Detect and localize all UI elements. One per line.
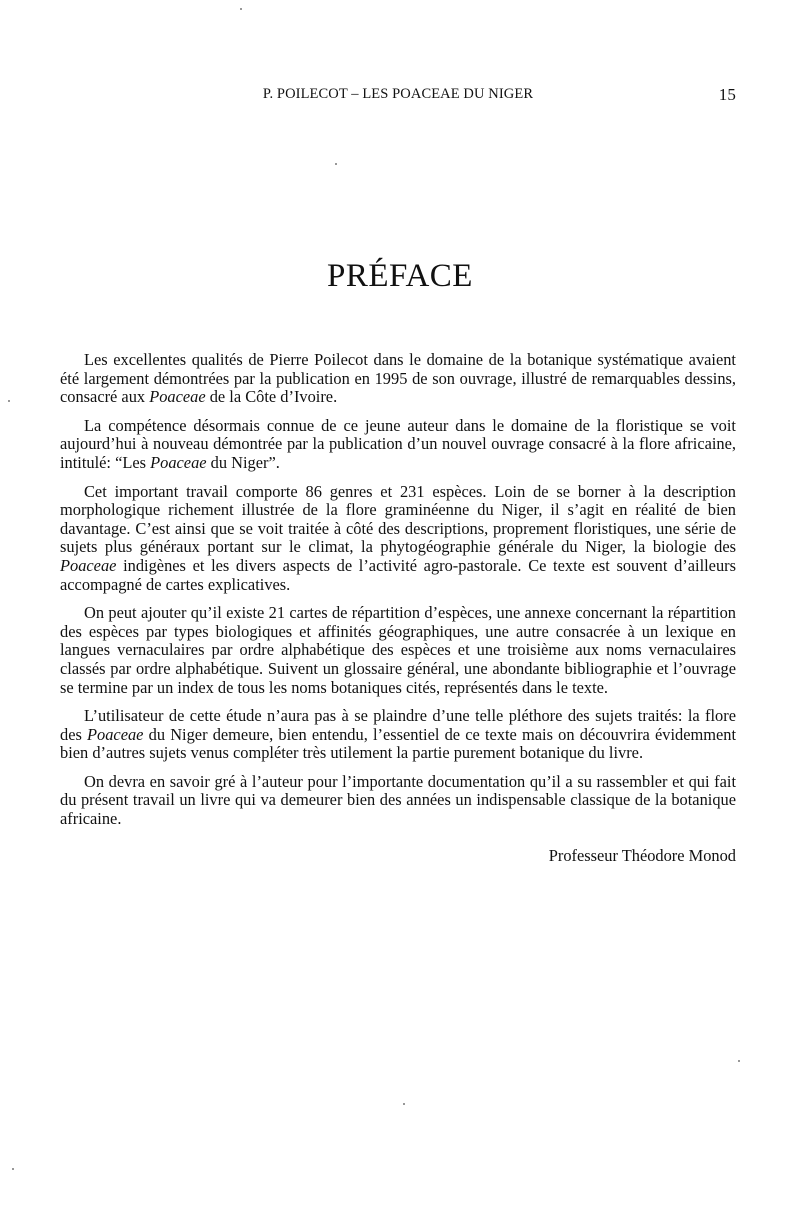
paragraph-text: de la Côte d’Ivoire. bbox=[205, 387, 338, 407]
page-number: 15 bbox=[718, 85, 736, 104]
signature: Professeur Théodore Monod bbox=[548, 846, 736, 865]
paragraph bbox=[60, 707, 736, 763]
paragraph-text: On peut ajouter qu’il existe 21 cartes de répartition d’espèces, une annexe concernant la répartition des espèces par types biologiques et affinités géographiques, une autre consacrée à un lexique en langues vernaculaires par ordre alphabétique des espèces et une troisième aux noms vernaculaires classés par ordre alphabétique. Suivent un glossaire général, une abondante bibliographie et l’ouvrage se termine par un index de tous les noms botaniques cités, représentés dans le texte. bbox=[60, 603, 736, 697]
paragraph-text: du Niger”. bbox=[206, 452, 280, 472]
italic-term: Poaceae bbox=[150, 452, 207, 472]
paragraph-text: L’utilisateur de cette étude n’aura pas à se plaindre d’une telle pléthore des sujets traités: la flore des bbox=[60, 706, 736, 744]
paragraph-text: indigènes et les divers aspects de l’activité agro-pastorale. Ce texte est souvent d’ailleurs accompagné de cartes explicatives. bbox=[60, 555, 736, 594]
page-title: PRÉFACE bbox=[327, 258, 473, 294]
paragraph-text: Cet important travail comporte 86 genres et 231 espèces. Loin de se borner à la description morphologique richement illustrée de la flore graminéenne du Niger, il s’agit en réalité de bien davantage. C’est ainsi que se voit traitée à côté des descriptions, proprement floristiques, une série de sujets plus généraux portant sur le climat, la phytogéographie générale du Niger, la biologie des bbox=[60, 481, 736, 557]
paragraph bbox=[60, 483, 736, 595]
paragraph bbox=[60, 773, 736, 829]
scan-speck bbox=[8, 400, 10, 402]
paragraph-text: La compétence désormais connue de ce jeune auteur dans le domaine de la floristique se voit aujourd’hui à nouveau démontrée par la publication d’un nouvel ouvrage consacré à la flore africaine, intitulé: “Les bbox=[60, 415, 736, 472]
paragraph bbox=[60, 604, 736, 697]
paragraph bbox=[60, 351, 736, 407]
scan-speck bbox=[403, 1103, 405, 1105]
italic-term: Poaceae bbox=[149, 387, 206, 407]
scan-speck bbox=[335, 163, 337, 165]
italic-term: Poaceae bbox=[87, 724, 144, 744]
paragraph bbox=[60, 417, 736, 473]
paragraph-text: On devra en savoir gré à l’auteur pour l’importante documentation qu’il a su rassembler et qui fait du présent travail un livre qui va demeurer bien des années un indispensable classique de la botanique africaine. bbox=[60, 771, 736, 829]
preface-body bbox=[60, 351, 736, 839]
running-title: P. POILECOT – LES POACEAE DU NIGER bbox=[262, 86, 534, 102]
italic-term: Poaceae bbox=[60, 555, 117, 575]
scan-speck bbox=[12, 1168, 14, 1170]
paragraph-text: du Niger demeure, bien entendu, l’essentiel de ce texte mais on découvrira évidemment bien d’autres sujets venus compléter très utilement la partie purement botanique du livre. bbox=[60, 724, 736, 763]
running-header bbox=[60, 86, 736, 108]
paragraph-text: Les excellentes qualités de Pierre Poilecot dans le domaine de la botanique systématique avaient été largement démontrées par la publication en 1995 de son ouvrage, illustré de remarquables dessins, consacré aux bbox=[60, 350, 736, 407]
scan-speck bbox=[240, 8, 242, 10]
scan-speck bbox=[738, 1060, 740, 1062]
